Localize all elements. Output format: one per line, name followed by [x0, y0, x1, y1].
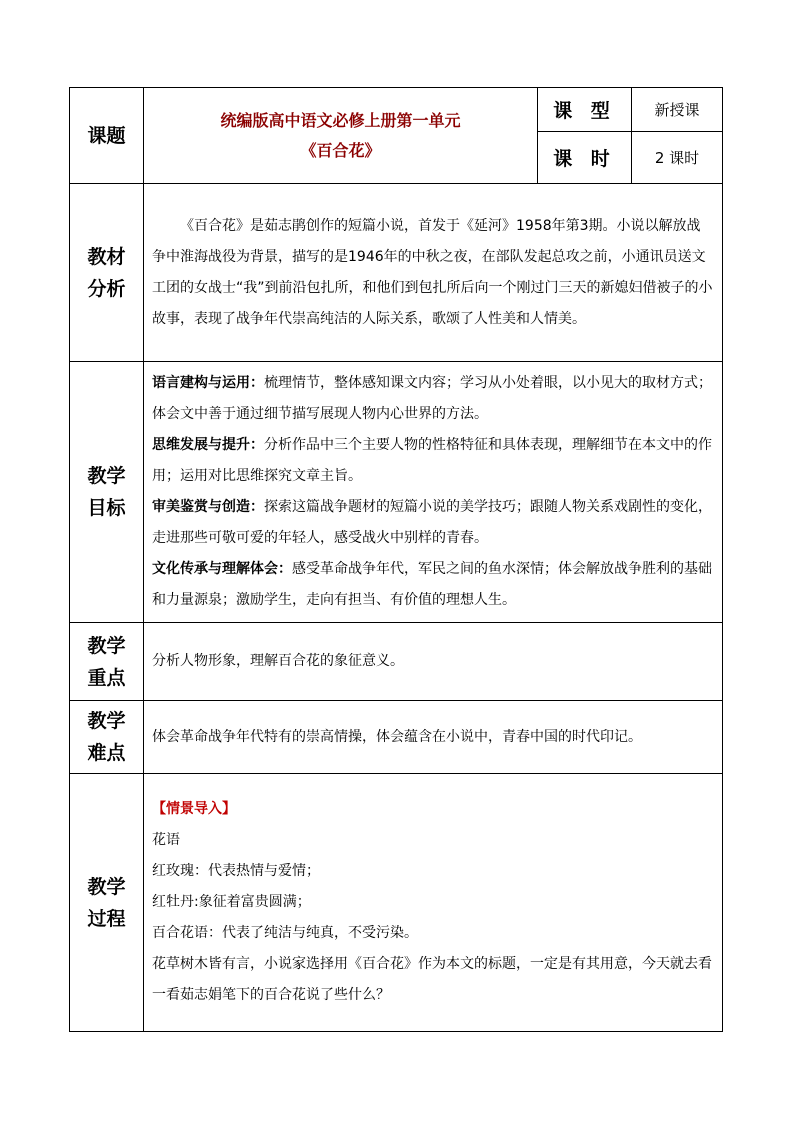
- process-line: 红玫瑰：代表热情与爱情；: [152, 863, 320, 879]
- course-type-label: 课 型: [553, 100, 616, 122]
- process-line: 花草树木皆有言，小说家选择用《百合花》作为本文的标题，一定是有其用意，今天就去看一看茹志娟笔下的百合花说了些什么？: [152, 956, 712, 1003]
- goals-label-cell: [70, 362, 144, 623]
- process-label-line1: 教学: [87, 875, 126, 898]
- goal-head: 文化传承与理解体会：: [152, 561, 292, 577]
- lesson-plan-table: [69, 87, 723, 1032]
- class-hours-value: 2 课时: [654, 149, 700, 167]
- process-content: [144, 774, 723, 1032]
- goal-body: 梳理情节，整体感知课文内容；学习从小处着眼，以小见大的取材方式；体会文中善于通过细节描写展现人物内心世界的方法。: [152, 375, 712, 422]
- topic-label-cell: [70, 88, 144, 184]
- process-label-line2: 过程: [87, 907, 126, 930]
- process-line: 花语: [152, 832, 180, 848]
- class-hours-value-cell: [632, 132, 723, 184]
- difficulty-content: [144, 701, 723, 774]
- analysis-label-line2: 分析: [87, 277, 126, 300]
- lesson-title-line2: 《百合花》: [300, 140, 381, 160]
- course-type-value: 新授课: [654, 101, 700, 119]
- goal-head: 语言建构与运用：: [152, 375, 264, 391]
- goal-body: 分析作品中三个主要人物的性格特征和具体表现，理解细节在本文中的作用；运用对比思维探究文章主旨。: [152, 437, 712, 484]
- goal-head: 思维发展与提升：: [152, 437, 264, 453]
- process-label-cell: [70, 774, 144, 1032]
- difficulty-label-cell: [70, 701, 144, 774]
- difficulty-label-line2: 难点: [87, 742, 126, 764]
- process-line: 百合花语：代表了纯洁与纯真，不受污染。: [152, 925, 418, 941]
- keypoint-label-line2: 重点: [87, 666, 126, 689]
- analysis-label-cell: [70, 184, 144, 362]
- analysis-text: 《百合花》是茹志鹃创作的短篇小说，首发于《延河》1958年第3期。小说以解放战争中淮海战役为背景，描写的是1946年的中秋之夜，在部队发起总攻之前，小通讯员送文工团的女战士“我”到前沿包扎所，和他们到包扎所后向一个刚过门三天的新媳妇借被子的小故事，表现了战争年代崇高纯洁的人际关系，歌颂了人性美和人情美。: [152, 217, 713, 327]
- goals-label-line1: 教学: [87, 465, 126, 487]
- goal-body: 探索这篇战争题材的短篇小说的美学技巧；跟随人物关系戏剧性的变化，走进那些可敬可爱的年轻人，感受战火中别样的青春。: [152, 499, 712, 546]
- course-type-label-cell: [538, 88, 632, 132]
- class-hours-label: 课 时: [553, 148, 616, 170]
- course-type-value-cell: [632, 88, 723, 132]
- process-line: 红牡丹:象征着富贵圆满；: [152, 894, 311, 910]
- lesson-title-line1: 统编版高中语文必修上册第一单元: [220, 110, 461, 130]
- goal-head: 审美鉴赏与创造：: [152, 499, 264, 515]
- goal-item-culture: [152, 554, 714, 616]
- process-section-title: 【情景导入】: [152, 801, 236, 817]
- class-hours-label-cell: [538, 132, 632, 184]
- topic-label: 课题: [87, 124, 126, 147]
- goal-item-thinking: [152, 430, 714, 492]
- goal-item-language: [152, 368, 714, 430]
- goal-item-aesthetic: [152, 492, 714, 554]
- keypoint-label-line1: 教学: [87, 634, 126, 657]
- goals-content: [144, 362, 723, 623]
- keypoint-content: [144, 623, 723, 701]
- keypoint-label-cell: [70, 623, 144, 701]
- lesson-title-cell: [144, 88, 538, 184]
- difficulty-label-line1: 教学: [87, 710, 126, 732]
- goals-label-line2: 目标: [87, 497, 126, 519]
- keypoint-text: 分析人物形象，理解百合花的象征意义。: [152, 653, 404, 669]
- goal-body: 感受革命战争年代，军民之间的鱼水深情；体会解放战争胜利的基础和力量源泉；激励学生，走向有担当、有价值的理想人生。: [152, 561, 712, 608]
- analysis-label-line1: 教材: [87, 245, 126, 268]
- difficulty-text: 体会革命战争年代特有的崇高情操，体会蕴含在小说中，青春中国的时代印记。: [152, 728, 642, 745]
- analysis-content: [144, 184, 723, 362]
